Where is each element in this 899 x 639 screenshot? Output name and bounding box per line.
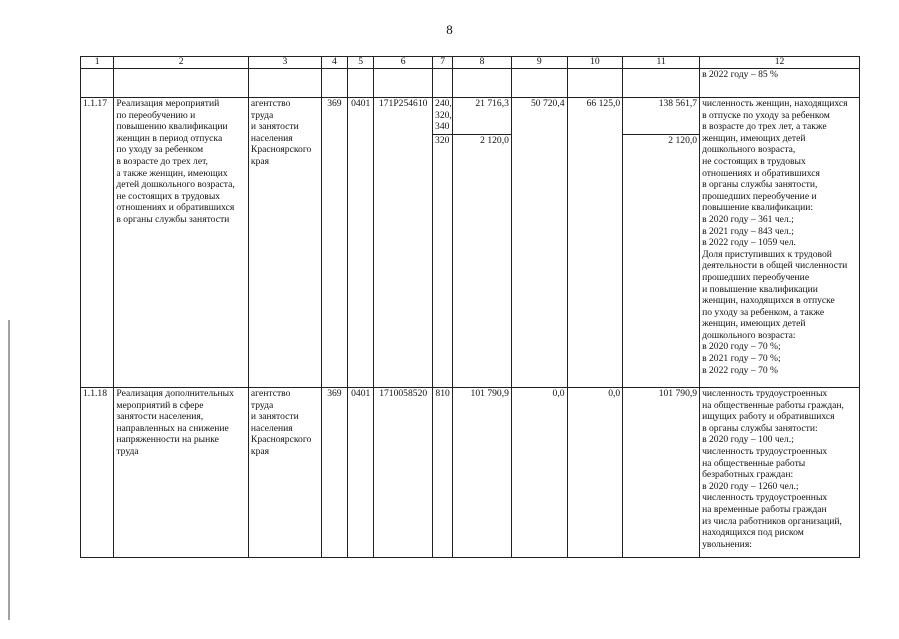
col-header-9: 9	[511, 57, 567, 69]
section-code: 0401	[348, 98, 374, 388]
amount-total: 2 120,0	[623, 134, 699, 147]
measure-id: 1.1.18	[81, 388, 114, 558]
expense-type-code: 320	[433, 134, 452, 147]
measure-name: Реализация дополнительных мероприятий в сфере занятости населения, направленных на снижение напряженности на рынке труда	[114, 388, 249, 558]
responsible-agency: агентство труда и занятости населения Красноярского края	[248, 388, 321, 558]
grbs-code: 369	[321, 98, 347, 388]
col-header-2: 2	[114, 57, 249, 69]
table-row	[81, 98, 860, 388]
measure-id: 1.1.17	[81, 98, 114, 388]
scan-edge-line	[8, 320, 10, 620]
program-measures-table	[80, 56, 860, 558]
col-header-4: 4	[321, 57, 347, 69]
amount-total: 101 790,9	[623, 388, 700, 558]
amount-2020: 101 790,9	[453, 388, 512, 558]
responsible-agency: агентство труда и занятости населения Красноярского края	[248, 98, 321, 388]
amount-2022: 66 125,0	[567, 98, 623, 388]
page-number: 8	[446, 22, 453, 37]
amount-2021: 0,0	[511, 388, 567, 558]
measure-name: Реализация мероприятий по переобучению и повышению квалификации женщин в период отпуска по уходу за ребенком в возрасте до трех лет, а также женщин, имеющих детей дошкольного возраста, не состоящих в трудовых отношениях и обратившихся в органы службы занятости	[114, 98, 249, 388]
section-code: 0401	[348, 388, 374, 558]
amount-2020: 2 120,0	[453, 134, 511, 147]
amount-2020-cell	[453, 98, 512, 388]
amount-2021: 50 720,4	[511, 98, 567, 388]
amount-2022: 0,0	[567, 388, 623, 558]
expense-type-code: 240, 320, 340	[435, 98, 452, 133]
col-header-6: 6	[374, 57, 433, 69]
table-row	[81, 388, 860, 558]
grbs-code: 369	[321, 388, 347, 558]
col-header-11: 11	[623, 57, 700, 69]
amount-total: 138 561,7	[658, 98, 698, 109]
expected-result: численность женщин, находящихся в отпуске по уходу за ребенком в возрасте до трех лет, а также женщин, имеющих детей дошкольного возраста, не состоящих в трудовых отношениях и обратившихся в органы службы занятости, прошедших переобучение и повышение квалификации: в 2020 году – 361 чел.; в 2021 году – 843 чел.; в 2022 году – 1059 чел. Доля приступивших к трудовой деятельности в общей численности прошедших переобучение и повышение квалификации женщин, находящихся в отпуске по уходу за ребенком, а также женщин, имеющих детей дошкольного возраста: в 2020 году – 70 %; в 2021 году – 70 %; в 2022 году – 70 %	[700, 98, 860, 388]
expense-type-cell	[433, 98, 453, 388]
target-article-code: 171P254610	[374, 98, 433, 388]
target-article-code: 1710058520	[374, 388, 433, 558]
col-header-12: 12	[700, 57, 860, 69]
col-header-10: 10	[567, 57, 623, 69]
column-number-row	[81, 57, 860, 69]
carry-over-result: в 2022 году – 85 %	[700, 69, 860, 98]
amount-2020: 21 716,3	[475, 98, 509, 109]
col-header-3: 3	[248, 57, 321, 69]
carry-over-row	[81, 69, 860, 98]
col-header-5: 5	[348, 57, 374, 69]
col-header-1: 1	[81, 57, 114, 69]
col-header-8: 8	[453, 57, 512, 69]
expected-result: численность трудоустроенных на общественные работы граждан, ищущих работу и обратившихся в органы службы занятости: в 2020 году – 100 чел.; численность трудоустроенных на общественные работы безработных граждан: в 2020 году – 1260 чел.; численность трудоустроенных на временные работы граждан из числа работников организаций, находящихся под риском увольнения:	[700, 388, 860, 558]
amount-total-cell	[623, 98, 700, 388]
col-header-7: 7	[433, 57, 453, 69]
expense-type-code: 810	[433, 388, 453, 558]
